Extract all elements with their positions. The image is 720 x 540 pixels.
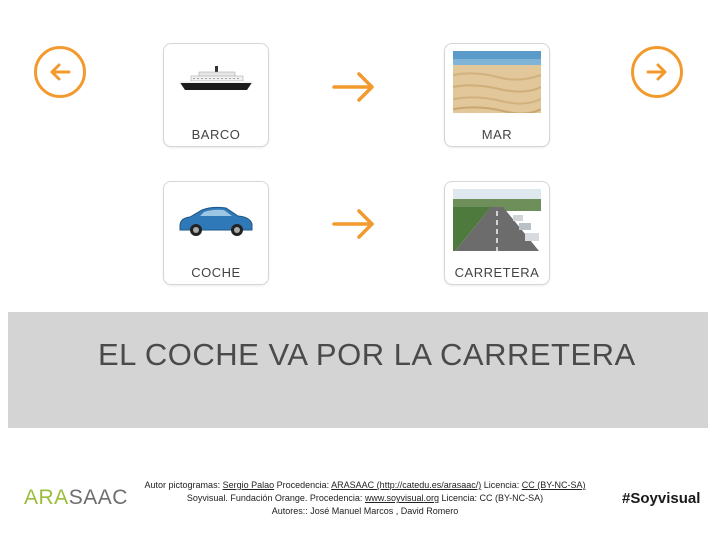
arrow-right-icon [642,57,672,87]
sentence-text: EL COCHE VA POR LA CARRETERA [98,337,636,372]
credits-line-1: Autor pictogramas: Sergio Palao Procedencia: ARASAAC (http://catedu.es/arasaac/) Licencia: CC (BY-NC-SA) [144,480,586,490]
soyvisual-logo: #Soyvisual [622,490,701,507]
pictogram-card-coche[interactable] [163,181,269,285]
sea-beach-image [453,50,541,114]
pictogram-label: MAR [481,127,513,142]
previous-button[interactable] [34,46,86,98]
credits-line-2: Soyvisual. Fundación Orange. Procedencia: www.soyvisual.org Licencia: CC (BY-NC-SA) [186,493,544,503]
pictogram-label: COCHE [191,265,241,280]
soyvisual-link[interactable]: www.soyvisual.org [364,493,439,503]
road-image [453,188,541,252]
arrow-right-icon [331,70,377,104]
ship-image [172,50,260,114]
pictogram-card-barco[interactable] [163,43,269,147]
car-image [172,188,260,252]
sentence-panel [8,312,708,428]
credits [120,479,610,518]
pictogram-label: CARRETERA [454,265,540,280]
arrow-right-icon [331,207,377,241]
pictogram-card-mar[interactable] [444,43,550,147]
arasaac-link[interactable]: ARASAAC (http://catedu.es/arasaac/) [331,480,482,490]
pictogram-card-carretera[interactable] [444,181,550,285]
arrow-left-icon [45,57,75,87]
next-button[interactable] [631,46,683,98]
license-link[interactable]: CC (BY-NC-SA) [521,480,586,490]
author-link[interactable]: Sergio Palao [222,480,275,490]
pictogram-label: BARCO [191,127,241,142]
arasaac-logo: ARASAAC [24,486,128,509]
credits-line-3: Autores:: José Manuel Marcos , David Romero [271,506,459,516]
